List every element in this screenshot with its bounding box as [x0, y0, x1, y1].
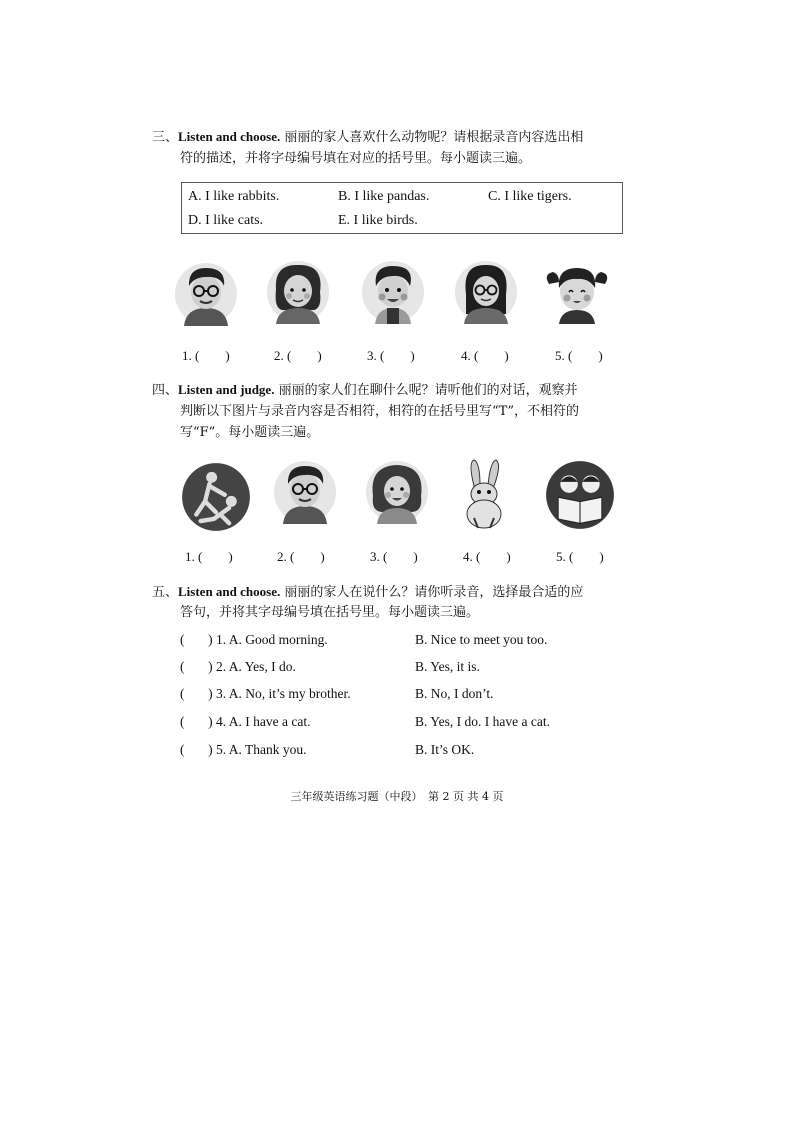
- option-e: E. I like birds.: [338, 213, 418, 228]
- girl-with-glasses-icon: [454, 260, 518, 324]
- s4-answer-3[interactable]: 3. ( ): [370, 549, 418, 564]
- section4-marker: 四、: [152, 383, 179, 398]
- s5-question-1[interactable]: ( ) 1. A. Good morning.: [180, 632, 328, 647]
- section3-marker: 三、: [152, 130, 179, 145]
- s5-question-4-option-b: B. Yes, I do. I have a cat.: [415, 714, 550, 729]
- mom-icon: [266, 260, 330, 324]
- s3-answer-4[interactable]: 4. ( ): [461, 348, 509, 363]
- section4-instruction-line1: 丽丽的家人们在聊什么呢？请听他们的对话，观察并: [278, 383, 578, 398]
- s5-question-3-option-b: B. No, I don’t.: [415, 686, 494, 701]
- s4-answer-2[interactable]: 2. ( ): [277, 549, 325, 564]
- s5-question-2-option-b: B. Yes, it is.: [415, 659, 480, 674]
- s3-answer-5[interactable]: 5. ( ): [555, 348, 603, 363]
- dad-with-glasses-icon: [174, 262, 238, 326]
- s5-question-2[interactable]: ( ) 2. A. Yes, I do.: [180, 659, 296, 674]
- option-a: A. I like rabbits.: [188, 189, 280, 204]
- s4-answer-4[interactable]: 4. ( ): [463, 549, 511, 564]
- dad-with-glasses-icon-2: [273, 460, 337, 524]
- s3-answer-2[interactable]: 2. ( ): [274, 348, 322, 363]
- section5-title-en: Listen and choose.: [178, 584, 281, 599]
- boy-icon: [361, 260, 425, 324]
- s5-question-4[interactable]: ( ) 4. A. I have a cat.: [180, 714, 311, 729]
- curly-hair-woman-icon: [365, 460, 429, 524]
- s5-question-1-option-b: B. Nice to meet you too.: [415, 632, 548, 647]
- section5-title: [152, 581, 583, 604]
- s3-answer-1[interactable]: 1. ( ): [182, 348, 230, 363]
- s5-question-5-option-b: B. It’s OK.: [415, 742, 475, 757]
- s4-answer-5[interactable]: 5. ( ): [556, 549, 604, 564]
- section4-instruction-line3: 写“F”。每小题读三遍。: [180, 425, 320, 440]
- option-b: B. I like pandas.: [338, 189, 430, 204]
- s3-answer-3[interactable]: 3. ( ): [367, 348, 415, 363]
- section4-title: [152, 379, 578, 402]
- little-girl-icon: [545, 260, 609, 324]
- section3-title-en: Listen and choose.: [178, 129, 281, 144]
- option-c: C. I like tigers.: [488, 189, 572, 204]
- section3-title: [152, 126, 583, 149]
- section4-instruction-line2: 判断以下图片与录音内容是否相符，相符的在括号里写“T”，不相符的: [180, 404, 579, 419]
- section5-marker: 五、: [152, 585, 179, 600]
- section4-title-en: Listen and judge.: [178, 382, 275, 397]
- section5-instruction-line1: 丽丽的家人在说什么？请你听录音，选择最合适的应: [284, 585, 584, 600]
- s4-answer-1[interactable]: 1. ( ): [185, 549, 233, 564]
- helping-person-icon: [181, 462, 251, 532]
- s5-question-3[interactable]: ( ) 3. A. No, it’s my brother.: [180, 686, 351, 701]
- option-d: D. I like cats.: [188, 213, 264, 228]
- s5-question-5[interactable]: ( ) 5. A. Thank you.: [180, 742, 307, 757]
- children-reading-icon: [545, 460, 615, 530]
- options-box: [181, 182, 623, 234]
- section3-instruction-line1: 丽丽的家人喜欢什么动物呢？请根据录音内容选出相: [284, 130, 584, 145]
- page-footer: 三年级英语练习题（中段） 第 2 页 共 4 页: [290, 790, 504, 803]
- section5-instruction-line2: 答句，并将其字母编号填在括号里。每小题读三遍。: [180, 605, 480, 620]
- rabbit-icon: [460, 458, 508, 530]
- section3-instruction-line2: 符的描述，并将字母编号填在对应的括号里。每小题读三遍。: [180, 151, 532, 166]
